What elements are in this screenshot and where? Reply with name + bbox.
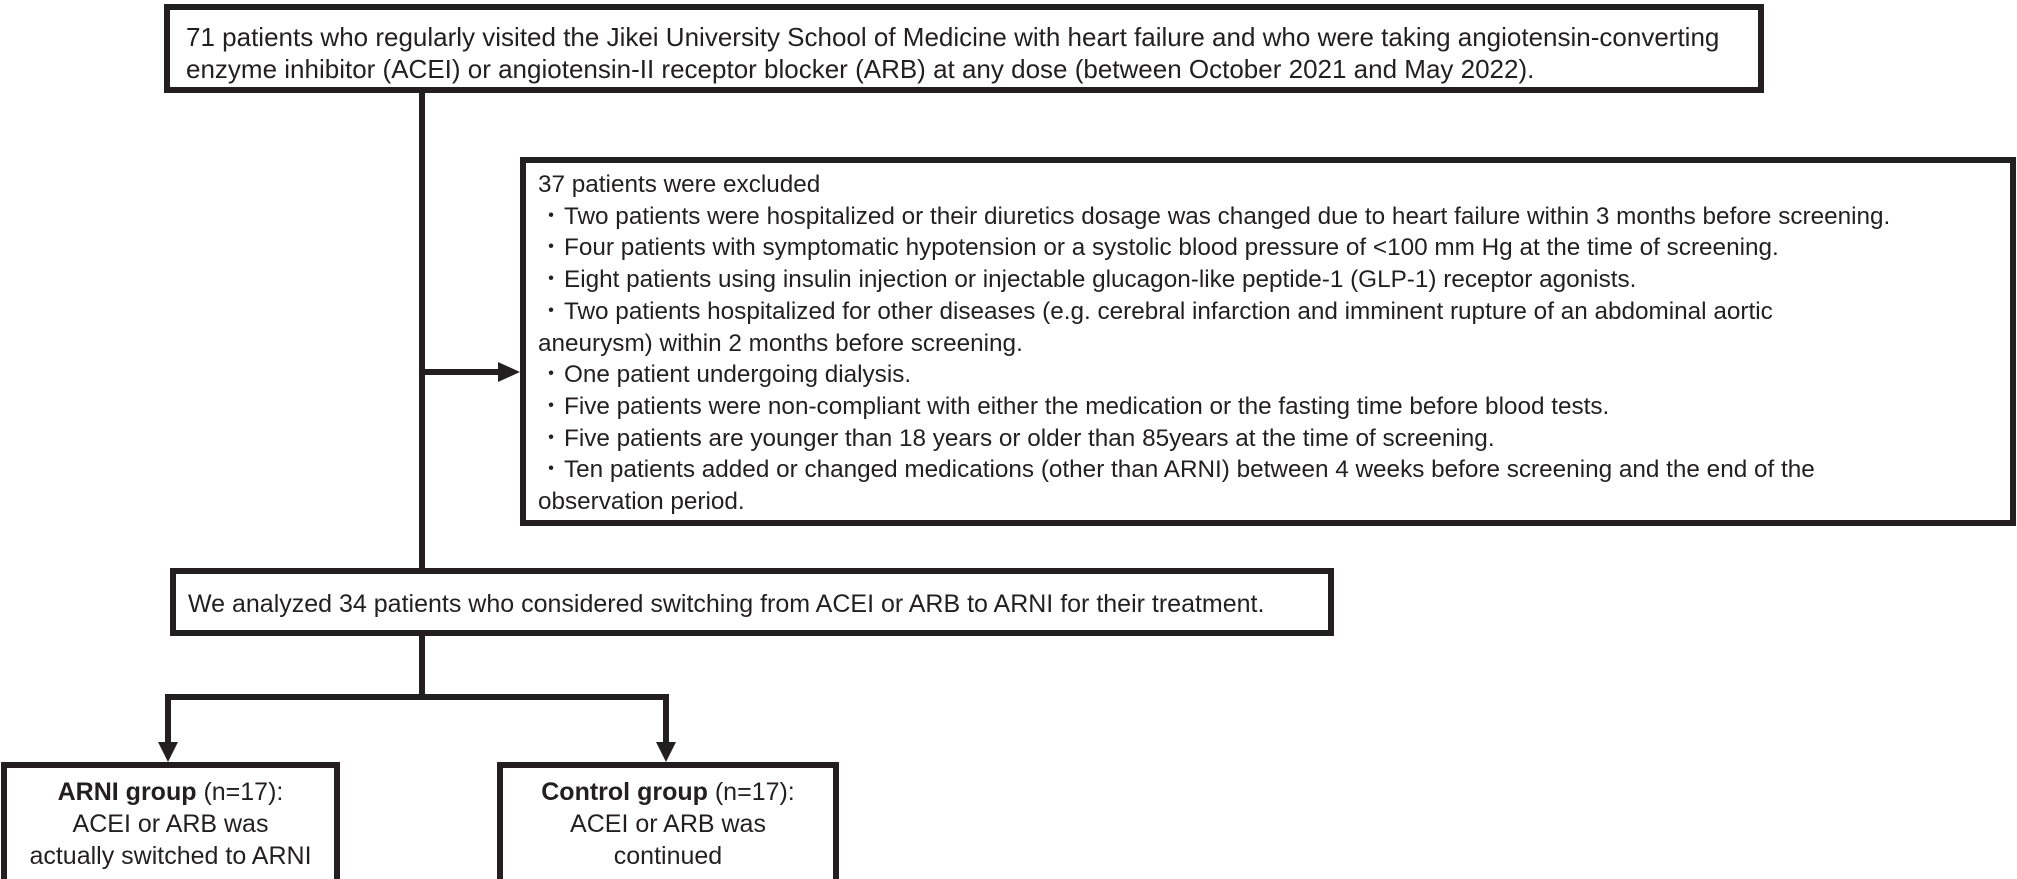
exclusion-item: ・Two patients were hospitalized or their diuretics dosage was changed due to heart failure within 3 months before screening. <box>538 201 2010 233</box>
control-group-line-3: continued <box>613 842 723 870</box>
exclusion-heading: 37 patients were excluded <box>538 171 821 198</box>
exclusion-item-continuation: observation period. <box>538 488 745 516</box>
control-arrowhead <box>656 742 676 762</box>
arni-group-line-3: actually switched to ARNI <box>29 842 312 870</box>
arni-group-heading <box>7 776 334 808</box>
bullet-glyph: ・ <box>538 297 564 325</box>
analyzed-patients-text: We analyzed 34 patients who considered switching from ACEI or ARB to ARNI for their treatment. <box>188 590 1265 618</box>
arni-group-count: (n=17): <box>196 778 284 806</box>
exclusion-item-continuation: aneurysm) within 2 months before screening. <box>538 329 1023 357</box>
exclusion-item: ・Five patients were non-compliant with either the medication or the fasting time before blood tests. <box>538 391 2010 423</box>
eligible-patients-text-line-2: enzyme inhibitor (ACEI) or angiotensin-II receptor blocker (ARB) at any dose (between October 2021 and May 2022). <box>186 54 1535 84</box>
bullet-glyph: ・ <box>538 234 564 262</box>
control-group-box <box>497 762 839 879</box>
bullet-glyph: ・ <box>538 202 564 230</box>
arni-group-title: ARNI group <box>57 778 197 806</box>
analyzed-patients-box <box>170 568 1334 636</box>
bullet-glyph: ・ <box>538 361 564 389</box>
bullet-glyph: ・ <box>538 266 564 294</box>
exclusion-item: ・Five patients are younger than 18 years or older than 85years at the time of screening. <box>538 423 2010 455</box>
arni-group-box <box>1 762 340 879</box>
exclusion-item: ・Ten patients added or changed medications (other than ARNI) between 4 weeks before screening and the end of the <box>538 454 2010 486</box>
arni-group-line-2: ACEI or ARB was <box>72 810 269 838</box>
bullet-glyph: ・ <box>538 424 564 452</box>
bullet-glyph: ・ <box>538 456 564 484</box>
exclusion-item: ・Eight patients using insulin injection or injectable glucagon-like peptide-1 (GLP-1) receptor agonists. <box>538 264 2010 296</box>
exclusion-arrowhead <box>498 362 520 382</box>
control-group-count: (n=17): <box>707 778 795 806</box>
control-group-line-2: ACEI or ARB was <box>570 810 766 838</box>
bullet-glyph: ・ <box>538 392 564 420</box>
exclusion-item: ・Two patients hospitalized for other diseases (e.g. cerebral infarction and imminent rupture of an abdominal aortic <box>538 296 2010 328</box>
control-group-title: Control group <box>541 778 708 806</box>
control-group-heading <box>503 776 833 808</box>
exclusion-item: ・Four patients with symptomatic hypotension or a systolic blood pressure of <100 mm Hg at the time of screening. <box>538 232 2010 264</box>
exclusion-box <box>520 157 2016 526</box>
exclusion-item: ・One patient undergoing dialysis. <box>538 359 2010 391</box>
eligible-patients-text-line-1: 71 patients who regularly visited the Jikei University School of Medicine with heart failure and who were taking angiotensin-converting <box>186 22 1720 52</box>
eligible-patients-box <box>164 4 1764 93</box>
arni-arrowhead <box>158 742 178 762</box>
